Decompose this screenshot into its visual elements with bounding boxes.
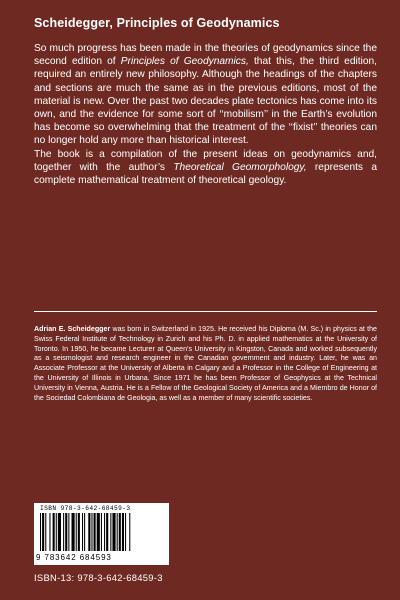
barcode-digits: 9 783642 684593 [36,553,112,562]
description-text: represents a complete mathematical treatment of theoretical geology. [34,161,377,187]
description-paragraph-2 [34,148,377,188]
author-bio-text: was born in Switzerland in 1925. He received his Diploma (M. Sc.) in physics at the Swiss Federal Institute of Technology in Zurich and his Ph. D. in applied mathematics at the University of Toronto. In 1950, he became Lecturer at Queen’s University in Kingston, Canada and worked subsequently as a seismologist and research engineer in the Canadian government and industry. Later, he was an Associate Professor at the University of Alberta in Calgary and a Professor in the College of Engineering at the University of Illinois in Urbana. Since 1971 he has been Professor of Geophysics at the Technical University in Vienna, Austria. He is a Fellow of the Geological Society of America and a Miembro de Honor of the Sociedad Colombiana de Geologia, as well as a member of many scientific societies. [34,325,377,402]
description-italic-title: Theoretical Geomorphology, [173,161,307,173]
barcode-bar [106,513,108,551]
barcode-bar [72,513,75,551]
barcode-bar [104,513,105,551]
barcode-bar [45,513,46,551]
barcode-bar [42,513,44,551]
barcode-bar [53,513,55,551]
description-italic-title: Principles of Geodynamics, [120,56,249,68]
barcode-bar [78,513,80,551]
description-paragraph-1 [34,42,377,148]
barcode-bar [112,513,115,551]
barcode-bar [110,513,111,551]
barcode-isbn-label: ISBN 978-3-642-68459-3 [40,505,131,512]
description-text: The book is a compilation of the present ideas on geodynamics and, together with the author’s [34,148,377,173]
barcode-bar [91,513,92,551]
barcode-bar [117,513,118,551]
barcode-bar [101,513,102,551]
barcode-bar [122,513,124,551]
barcode-bar [84,513,85,551]
book-description [34,42,377,187]
barcode-bar [88,513,90,551]
author-bio [34,325,377,403]
barcode-bar [129,513,130,551]
author-name: Adrian E. Scheidegger [34,325,111,333]
barcode-bar [97,513,100,551]
barcode-bar [49,513,50,551]
barcode [34,503,169,565]
barcode-bar [40,513,41,551]
description-text: that this, the third edition, required an entirely new philosophy. Although the headings of the chapters and sections are much the same as in the previous editions, most of the material is new. Over the past two decades plate tectonics has come into its own, and the evidence for some sort of ‘‘mobilism’’ in the Earth’s evolution has become so overwhelming that the treatment of the ‘‘fixist’’ theories can no longer hold any more than historical interest. [34,56,378,147]
barcode-bar [63,513,64,551]
divider [34,311,377,312]
barcode-bars [40,513,162,551]
barcode-bar [56,513,57,551]
barcode-bar [119,513,121,551]
book-title: Scheidegger, Principles of Geodynamics [34,16,280,30]
barcode-bar [68,513,69,551]
barcode-bar [82,513,83,551]
description-text: So much progress has been made in the theories of geodynamics since the second edition of [34,43,377,68]
barcode-bar [94,513,96,551]
barcode-bar [65,513,67,551]
barcode-bar [125,513,126,551]
barcode-bar [58,513,61,551]
isbn-13: ISBN-13: 978-3-642-68459-3 [34,572,163,583]
barcode-bar [76,513,77,551]
